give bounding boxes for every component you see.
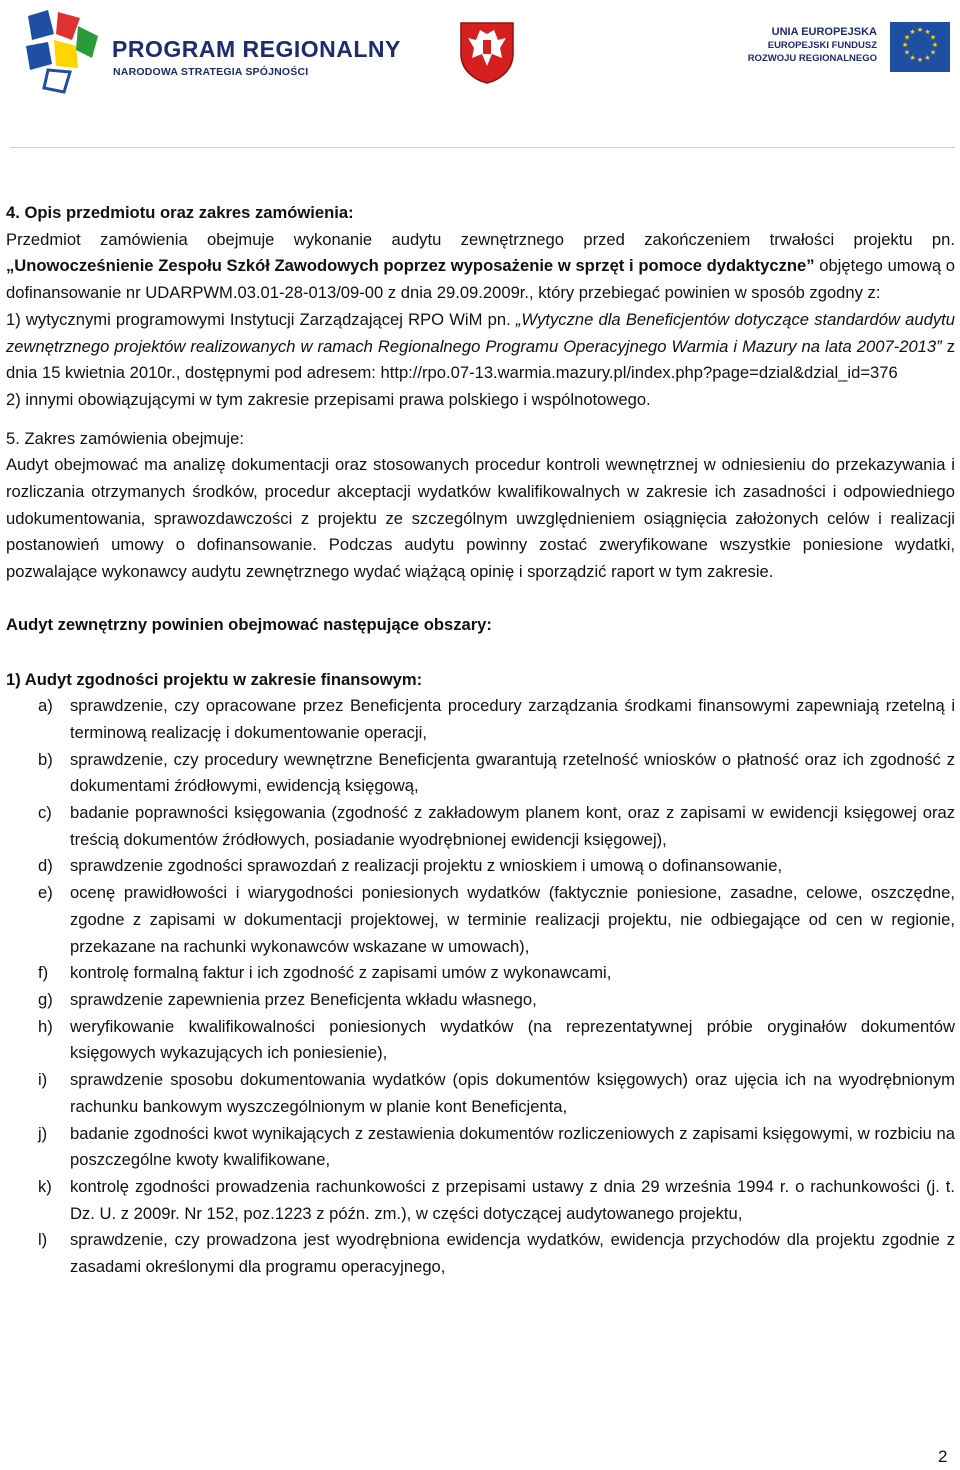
list-item-text: sprawdzenie zapewnienia przez Beneficjenta wkładu własnego,	[70, 989, 537, 1009]
item1-text-a: 1) wytycznymi programowymi Instytucji Zarządzającej RPO WiM pn.	[6, 309, 516, 329]
list-item-text: badanie poprawności księgowania (zgodność z zakładowym planem kont, oraz z zapisami w ewidencji księgowej oraz treścią dokumentów źródłowych, posiadanie wyodrębnionej ewidencji księgowej),	[70, 803, 955, 849]
list-marker: l)	[38, 1230, 48, 1250]
list-marker: f)	[38, 963, 49, 983]
list-item-text: badanie zgodności kwot wynikających z zestawienia dokumentów rozliczeniowych z zapisami księgowymi, w rozbiciu na poszczególne kwoty kwalifikowane,	[70, 1123, 955, 1170]
list-item	[6, 1174, 955, 1227]
list-marker: h)	[38, 1016, 53, 1036]
program-subtitle: NARODOWA STRATEGIA SPÓJNOŚCI	[113, 66, 309, 78]
list-item-text: kontrolę zgodności prowadzenia rachunkowości z przepisami ustawy z dnia 29 września 1994 r. o rachunkowości (j. t. Dz. U. z 2009r. Nr 152, poz.1223 z późn. zm.), w części dotyczącej audytowanego projektu,	[70, 1176, 955, 1223]
svg-text:★: ★	[924, 54, 931, 62]
list-item-text: sprawdzenie sposobu dokumentowania wydatków (opis dokumentów księgowych) oraz ujęcia ich na wyodrębnionym rachunku bankowym wyszczególnionym w planie kont Beneficjenta,	[70, 1070, 955, 1116]
list-item-text: sprawdzenie, czy procedury wewnętrzne Beneficjenta gwarantują rzetelność wniosków o płatność oraz ich zgodność z dokumentami źródłowymi, ewidencją księgową,	[70, 749, 955, 796]
svg-text:★: ★	[929, 48, 937, 57]
list-item-text: sprawdzenie zgodności sprawozdań z realizacji projektu z wnioskiem i umową o dofinansowanie,	[70, 856, 783, 876]
list-item	[6, 1067, 955, 1120]
svg-text:★: ★	[903, 48, 911, 57]
eu-flag-icon	[890, 22, 950, 72]
page-number: 2	[938, 1447, 948, 1466]
eu-logo	[745, 22, 955, 82]
eu-line-1: UNIA EUROPEJSKA	[771, 26, 877, 38]
warmia-mazury-crest-icon	[458, 20, 516, 84]
list-item	[6, 960, 955, 987]
list-item	[6, 747, 955, 800]
eu-line-3: ROZWOJU REGIONALNEGO	[747, 53, 877, 64]
list-marker: a)	[38, 696, 53, 716]
letterhead	[0, 0, 960, 110]
section-5-heading: 5. Zakres zamówienia obejmuje:	[6, 428, 244, 448]
list-item	[6, 880, 955, 960]
list-marker: b)	[38, 749, 53, 769]
program-regionalny-logo	[18, 6, 401, 94]
intro-text-b: objętego umową o dofinansowanie nr UDARPWM.03.01-28-013/09-00 z dnia 29.09.2009r., który przebiegać powinien w sposób zgodny z:	[6, 256, 955, 303]
list-item-text: weryfikowanie kwalifikowalności poniesionych wydatków (na reprezentatywnej próbie oryginałów dokumentów księgowych wykazujących ich poniesienie),	[70, 1016, 955, 1063]
item1-text-b: z dnia 15 kwietnia 2010r., dostępnymi pod adresem: http://rpo.07-13.warmia.mazury.pl/index.php?page=dzial&dzial_id=376	[6, 336, 955, 383]
list-marker: g)	[38, 989, 53, 1009]
financial-audit-list	[6, 693, 955, 1280]
guidelines-item-1	[6, 307, 955, 387]
list-item-text: kontrolę formalną faktur i ich zgodność z zapisami umów z wykonawcami,	[70, 963, 612, 983]
svg-text:★: ★	[931, 41, 939, 49]
svg-text:★: ★	[903, 33, 911, 42]
project-title: „Unowocześnienie Zespołu Szkół Zawodowych poprzez wyposażenie w sprzęt i pomoce dydaktyczne”	[6, 256, 815, 276]
intro-text-a: Przedmiot zamówienia obejmuje wykonanie audytu zewnętrznego przed zakończeniem trwałości projektu pn.	[6, 229, 955, 249]
list-item	[6, 1121, 955, 1174]
svg-text:★: ★	[929, 33, 937, 42]
section-4-intro	[6, 227, 955, 307]
list-item	[6, 1014, 955, 1067]
svg-text:★: ★	[909, 54, 916, 62]
list-item-text: sprawdzenie, czy opracowane przez Beneficjenta procedury zarządzania środkami finansowymi zapewniają rzetelną i terminową realizację i dokumentowanie operacji,	[70, 696, 955, 742]
list-marker: e)	[38, 883, 53, 903]
svg-text:★: ★	[916, 26, 924, 34]
list-marker: j)	[38, 1123, 48, 1143]
program-title: PROGRAM REGIONALNY	[112, 36, 401, 62]
list-marker: k)	[38, 1176, 52, 1196]
list-item-text: ocenę prawidłowości i wiarygodności poniesionych wydatków (faktycznie poniesione, zasadne, celowe, oszczędne, zgodne z zapisami w dokumentacji projektowej, w terminie realizacji projektu, nie odbiegające od cen w regionie, przekazane na rachunki wykonawców wskazane w umowach),	[70, 883, 955, 956]
guidelines-title: „Wytyczne dla Beneficjentów dotyczące standardów audytu zewnętrznego projektów realizowanych w ramach Regionalnego Programu Operacyjnego Warmia i Mazury na lata 2007-2013”	[6, 309, 955, 356]
list-item	[6, 1227, 955, 1280]
guidelines-item-2: 2) innymi obowiązującymi w tym zakresie przepisami prawa polskiego i wspólnotowego.	[6, 389, 651, 409]
eu-line-2: EUROPEJSKI FUNDUSZ	[767, 40, 877, 51]
document-body	[6, 200, 955, 1281]
eu-text-block	[745, 26, 877, 64]
nss-star-logo	[18, 6, 102, 94]
list-item	[6, 800, 955, 853]
list-item	[6, 987, 955, 1014]
svg-text:★: ★	[901, 41, 909, 49]
financial-audit-heading: 1) Audyt zgodności projektu w zakresie finansowym:	[6, 669, 423, 689]
svg-text:★: ★	[909, 28, 916, 36]
areas-heading: Audyt zewnętrzny powinien obejmować następujące obszary:	[6, 614, 492, 634]
header-divider	[10, 147, 955, 148]
svg-text:★: ★	[924, 28, 931, 36]
section-4-heading: 4. Opis przedmiotu oraz zakres zamówienia:	[6, 203, 354, 222]
list-item-text: sprawdzenie, czy prowadzona jest wyodrębniona ewidencja wydatków, ewidencja przychodów dla projektu zgodnie z zasadami określonymi dla programu operacyjnego,	[70, 1230, 955, 1277]
section-5-body: Audyt obejmować ma analizę dokumentacji oraz stosowanych procedur kontroli wewnętrznej w odniesieniu do przekazywania i rozliczania otrzymanych środków, procedur akceptacji wydatków kwalifikowalnych w zakresie ich zasadności i odpowiedniego udokumentowania, sprawozdawczości z projektu ze szczególnym uwzględnieniem osiągnięcia założonych celów i realizacji postanowień umowy o dofinansowanie. Podczas audytu powinny zostać zweryfikowane wszystkie poniesione wydatki, pozwalające wykonawcy audytu zewnętrznego wydać wiążącą opinię i sporządzić raport w tym zakresie.	[6, 455, 955, 582]
list-marker: d)	[38, 856, 53, 876]
list-item	[6, 693, 955, 746]
list-marker: c)	[38, 803, 52, 823]
list-item	[6, 853, 955, 880]
svg-text:★: ★	[916, 56, 924, 64]
list-marker: i)	[38, 1070, 48, 1090]
